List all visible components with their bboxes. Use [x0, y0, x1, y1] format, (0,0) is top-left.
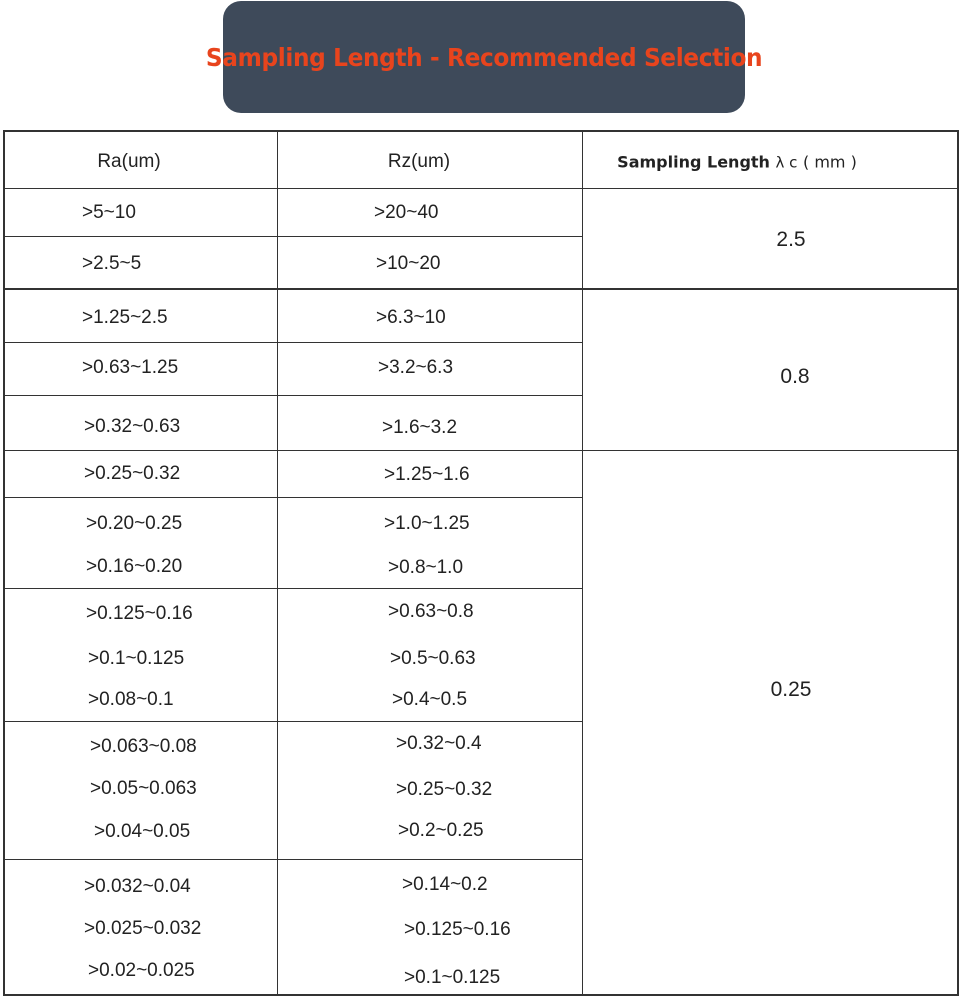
rz-cell: >0.14~0.2 [402, 874, 488, 895]
ra-cell: >0.20~0.25 [86, 513, 183, 534]
ra-cell: >0.1~0.125 [88, 648, 185, 669]
rz-cell: >0.125~0.16 [404, 919, 511, 940]
row-divider [5, 721, 582, 722]
rz-cell: >0.8~1.0 [388, 557, 464, 578]
ra-cell: >0.32~0.63 [84, 416, 181, 437]
sampling-length-value: 0.8 [780, 365, 810, 388]
ra-cell: >0.063~0.08 [90, 736, 197, 757]
rz-cell: >0.2~0.25 [398, 820, 484, 841]
sampling-length-column-header [617, 153, 857, 172]
rz-cell: >6.3~10 [376, 307, 446, 328]
unit-label: ( mm ) [803, 152, 857, 172]
ra-cell: >0.63~1.25 [82, 357, 179, 378]
rz-cell: >0.25~0.32 [396, 779, 493, 800]
sampling-length-table [3, 130, 959, 996]
rz-cell: >10~20 [376, 253, 441, 274]
rz-cell: >0.32~0.4 [396, 733, 482, 754]
ra-cell: >0.032~0.04 [84, 876, 191, 897]
sampling-length-value: 0.25 [770, 678, 812, 701]
title-banner [205, 1, 763, 113]
ra-cell: >0.04~0.05 [94, 821, 191, 842]
column-divider [277, 132, 278, 994]
rz-column-header: Rz(um) [387, 151, 451, 172]
sampling-length-label: Sampling Length [617, 152, 770, 172]
row-divider [5, 236, 582, 237]
row-divider [5, 342, 582, 343]
ra-column-header: Ra(um) [97, 151, 161, 172]
rz-cell: >1.6~3.2 [382, 417, 458, 438]
rz-cell: >1.25~1.6 [384, 464, 470, 485]
ra-cell: >2.5~5 [82, 253, 142, 274]
row-divider [5, 859, 582, 860]
ra-cell: >0.08~0.1 [88, 689, 174, 710]
rz-cell: >0.1~0.125 [404, 967, 501, 988]
ra-cell: >0.05~0.063 [90, 778, 197, 799]
column-divider [582, 132, 583, 994]
rz-cell: >3.2~6.3 [378, 357, 454, 378]
rz-cell: >1.0~1.25 [384, 513, 470, 534]
ra-cell: >1.25~2.5 [82, 307, 168, 328]
row-divider [5, 395, 582, 396]
ra-cell: >0.025~0.032 [84, 918, 202, 939]
ra-cell: >0.125~0.16 [86, 603, 193, 624]
group-divider [5, 288, 957, 290]
rz-cell: >0.5~0.63 [390, 648, 476, 669]
lambda-symbol: λ c [775, 153, 798, 172]
row-divider [5, 497, 582, 498]
ra-cell: >0.02~0.025 [88, 960, 195, 981]
rz-cell: >0.63~0.8 [388, 601, 474, 622]
ra-cell: >5~10 [82, 202, 136, 223]
sampling-length-value: 2.5 [776, 228, 806, 251]
group-divider [5, 450, 957, 451]
ra-cell: >0.16~0.20 [86, 556, 183, 577]
row-divider [5, 588, 582, 589]
header-divider [5, 188, 957, 189]
rz-cell: >20~40 [374, 202, 439, 223]
rz-cell: >0.4~0.5 [392, 689, 468, 710]
ra-cell: >0.25~0.32 [84, 463, 181, 484]
page-title: Sampling Length - Recommended Selection [205, 42, 763, 72]
